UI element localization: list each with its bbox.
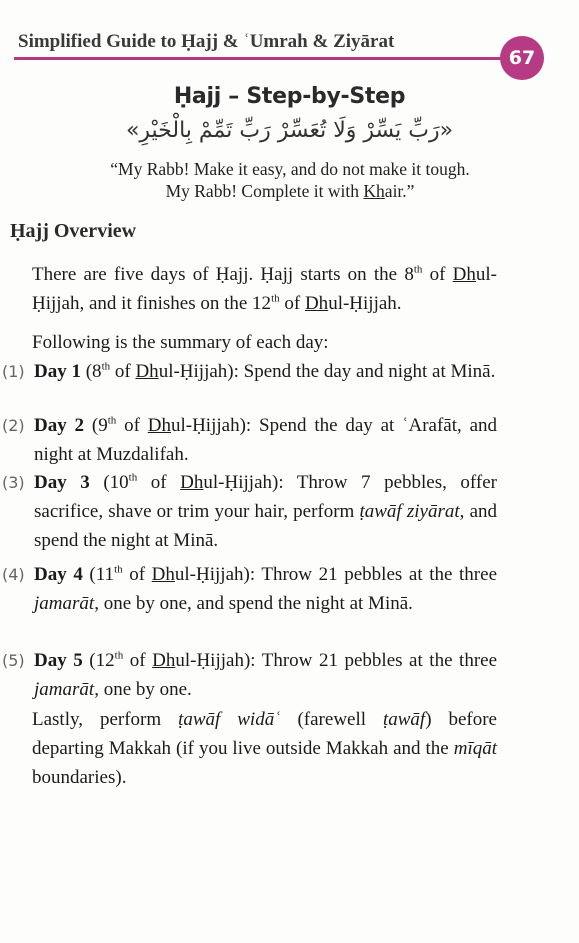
translation-text: air.”: [384, 181, 415, 201]
italic-term: mīqāt: [453, 738, 497, 759]
ordinal-sup: th: [107, 414, 117, 427]
underlined-text: Dh: [151, 564, 175, 585]
underlined-text: Dh: [180, 472, 204, 493]
text: ul-Ḥijjah):: [158, 361, 244, 382]
italic-term: ṭawāf: [382, 709, 426, 730]
day-label: Day 1: [34, 361, 81, 382]
italic-term: ṭawāf ziyārat: [359, 501, 460, 522]
page-title: Ḥajj – Step-by-Step: [173, 84, 406, 109]
text: of: [279, 293, 305, 314]
text: ul-Ḥijjah):: [170, 415, 260, 436]
text: ul-Ḥijjah):: [203, 472, 297, 493]
header-rule: [14, 57, 502, 60]
day-description: Throw 21 pebbles at the three: [261, 650, 498, 671]
ordinal-sup: th: [128, 471, 138, 484]
text: of: [110, 361, 136, 382]
translation-text: My Rabb! Complete it with: [165, 181, 364, 201]
dua-translation: [40, 158, 540, 202]
day-description: Throw 21 pebbles at the three: [261, 564, 497, 585]
closing-paragraph: [32, 705, 497, 792]
day-item: [2, 468, 497, 555]
text: There are five days of Ḥajj. Ḥajj starts on the 8: [32, 264, 414, 285]
day-description: Spend the day at ʿArafāt, and night at Muzdalifah.: [34, 415, 498, 465]
item-number: (3): [2, 473, 25, 492]
day-label: Day 2: [34, 415, 85, 436]
running-head: Simplified Guide to Ḥajj & ʿUmrah & Ziyārat: [18, 31, 395, 52]
ordinal-sup: th: [114, 563, 123, 576]
text: ul-Ḥijjah, and it finishes on the 12: [32, 264, 497, 314]
translation-line-2: [40, 180, 540, 202]
day-description: , and spend the night at Minā.: [34, 501, 497, 551]
day-label: Day 3: [34, 472, 90, 493]
day-label: Day 4: [34, 564, 83, 585]
item-number: (5): [2, 651, 25, 670]
text: ul-Ḥijjah.: [328, 293, 402, 314]
text: (11: [82, 564, 115, 585]
italic-term: jamarāt: [34, 593, 95, 614]
translation-underlined: Kh: [363, 181, 385, 201]
text: (10: [89, 472, 129, 493]
page-header: [0, 0, 579, 69]
page-number-badge: 67: [500, 36, 544, 80]
text: of: [123, 650, 153, 671]
ordinal-sup: th: [114, 649, 124, 662]
item-number: (1): [2, 362, 25, 381]
text: ) before departing Makkah (if you live outside Makkah and the: [32, 709, 497, 759]
italic-term: jamarāt: [34, 679, 95, 700]
italic-term: ṭawāf widāʿ: [178, 709, 281, 730]
text: of: [116, 415, 148, 436]
day-description: Spend the day and night at Minā.: [243, 361, 496, 382]
item-number: (2): [2, 416, 25, 435]
day-description: Throw 7 pebbles, offer sacrifice, shave or trim your hair, perform: [34, 472, 498, 522]
text: (farewell: [280, 709, 383, 730]
text: of: [422, 264, 453, 285]
text: of: [137, 472, 181, 493]
translation-line-1: “My Rabb! Make it easy, and do not make it tough.: [110, 159, 470, 179]
underlined-text: Dh: [147, 415, 171, 436]
text: ul-Ḥijjah):: [174, 564, 262, 585]
day-label: Day 5: [34, 650, 83, 671]
underlined-text: Dh: [152, 650, 176, 671]
day-item: [2, 560, 497, 618]
arabic-dua: «رَبِّ يَسِّرْ وَلَا تُعَسِّرْ رَبِّ تَمِّمْ بِالْخَيْرِ»: [125, 118, 454, 143]
intro-paragraph: [32, 260, 497, 318]
text: Lastly, perform: [32, 709, 179, 730]
text: (12: [82, 650, 115, 671]
day-item: [2, 646, 497, 704]
text: boundaries).: [32, 767, 127, 788]
text: of: [122, 564, 152, 585]
day-description: , one by one, and spend the night at Minā.: [94, 593, 413, 614]
ordinal-sup: th: [271, 292, 280, 305]
day-description: , one by one.: [94, 679, 192, 700]
underlined-text: Dh: [304, 293, 329, 314]
underlined-text: Dh: [452, 264, 476, 285]
ordinal-sup: th: [101, 360, 111, 373]
item-number: (4): [2, 565, 25, 584]
text: (8: [80, 361, 102, 382]
text: ul-Ḥijjah):: [175, 650, 262, 671]
text: (9: [84, 415, 108, 436]
section-heading: Ḥajj Overview: [10, 220, 137, 242]
summary-intro: Following is the summary of each day:: [32, 332, 329, 353]
ordinal-sup: th: [413, 263, 423, 276]
day-item: [2, 357, 497, 386]
day-item: [2, 411, 497, 469]
underlined-text: Dh: [135, 361, 159, 382]
